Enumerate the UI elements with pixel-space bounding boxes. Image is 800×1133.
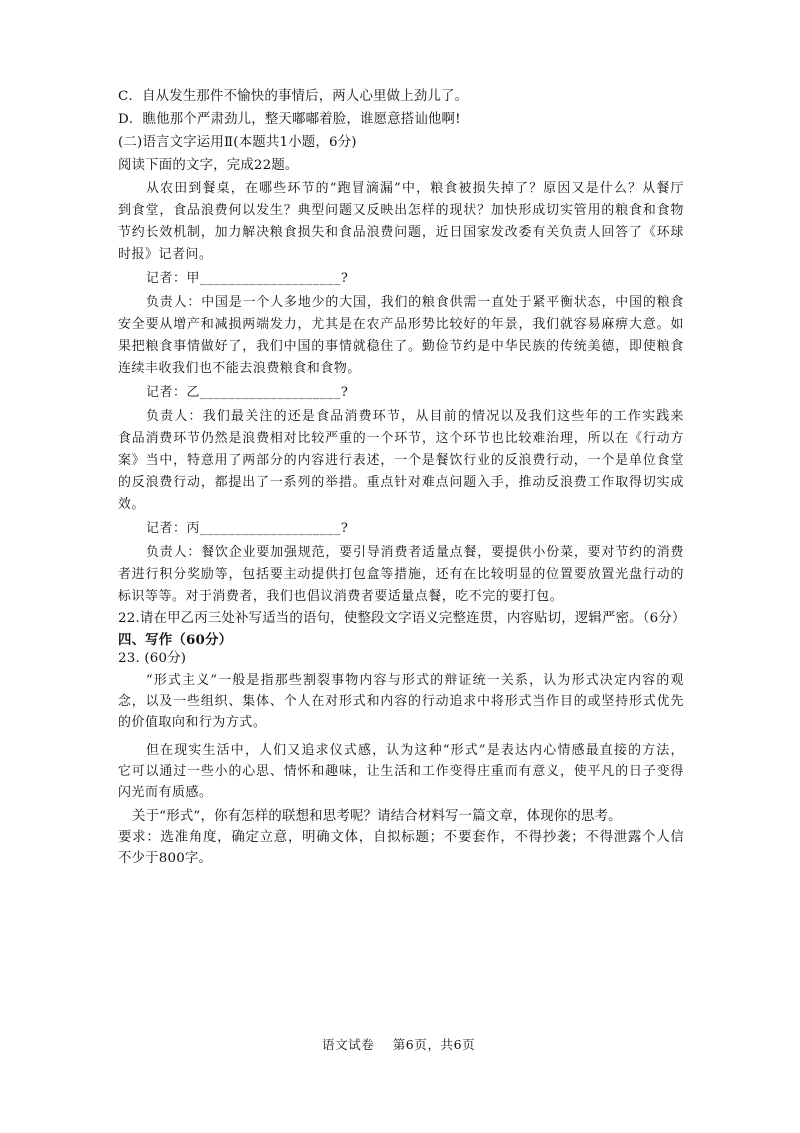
writing-requirements-line: 不少于800字。 (118, 851, 213, 866)
passage-intro-line: 时报》记者问。 (118, 247, 213, 262)
material-para-2-line: 它可以通过一些小的心思、情怀和趣味，让生活和工作变得庄重而有意义，使平凡的日子变得 (118, 764, 684, 779)
reporter-question-yi: 记者：乙____________________? (146, 385, 349, 400)
writing-requirements-line: 要求：选准角度，确定立意，明确文体，自拟标题；不要套作，不得抄袭；不得泄露个人信 (118, 830, 684, 845)
answer-3-line: 标识等等。对于消费者，我们也倡议消费者要适量点餐，吃不完的要打包。 (118, 589, 564, 604)
reporter-question-bing: 记者：丙____________________? (146, 521, 349, 536)
reporter-question-jia: 记者：甲____________________? (146, 271, 349, 286)
material-para-1-line: 念，以及一些组织、集体、个人在对形式和内容的行动追求中将形式当作目的或坚持形式优先 (118, 694, 684, 709)
answer-1-line: 连续丰收我们也不能去浪费粮食和食物。 (118, 361, 361, 376)
material-para-1-line: “形式主义”一般是指那些割裂事物内容与形式的辩证统一关系，认为形式决定内容的观 (146, 673, 684, 688)
material-para-2-line: 但在现实生活中，人们又追求仪式感，认为这种“形式”是表达内心情感最直接的方法， (146, 743, 684, 758)
passage-intro-line: 节约长效机制，加力解决粮食损失和食品浪费问题，近日国家发改委有关负责人回答了《环球 (118, 225, 684, 240)
answer-3-line: 者进行积分奖励等，包括要主动提供打包盒等措施，还有在比较明显的位置要放置光盘行动的 (118, 567, 684, 582)
answer-1-line: 安全要从增产和减损两端发力，尤其是在农产品形势比较好的年景，我们就容易麻痹大意。如 (118, 317, 684, 332)
answer-2-line: 食品消费环节仍然是浪费相对比较严重的一个环节，这个环节也比较难治理，所以在《行动方 (118, 431, 684, 446)
option-d: D．瞧他那个严肃劲儿，整天嘟嘟着脸，谁愿意搭讪他啊! (118, 112, 461, 127)
passage-intro-line: 从农田到餐桌，在哪些环节的“跑冒滴漏”中，粮食被损失掉了？原因又是什么？从餐厅 (146, 181, 684, 196)
question-22: 22.请在甲乙丙三处补写适当的语句，使整段文字语义完整连贯，内容贴切，逻辑严密。（6分） (118, 611, 686, 626)
answer-1-line: 负责人：中国是一个人多地少的大国，我们的粮食供需一直处于紧平衡状态，中国的粮食 (146, 295, 684, 310)
answer-1-line: 果把粮食事情做好了，我们中国的事情就稳住了。勤俭节约是中华民族的传统美德，即使粮食 (118, 339, 684, 354)
section-4-heading: 四、写作（60分） (118, 632, 233, 648)
answer-2-line: 的反浪费行动，都提出了一系列的举措。重点针对难点问题入手，推动反浪费工作取得切实成 (118, 475, 684, 490)
question-23: 23. (60分) (118, 651, 187, 666)
writing-prompt: 关于“形式”，你有怎样的联想和思考呢？请结合材料写一篇文章，体现你的思考。 (132, 809, 622, 824)
page-footer: 语文试卷 第6页，共6页 (322, 1037, 476, 1052)
section-2-instruction: 阅读下面的文字，完成22题。 (118, 158, 299, 173)
answer-2-line: 效。 (118, 497, 145, 512)
material-para-2-line: 闪光而有质感。 (118, 785, 213, 800)
answer-3-line: 负责人：餐饮企业要加强规范，要引导消费者适量点餐，要提供小份菜，要对节约的消费 (146, 545, 684, 560)
material-para-1-line: 的价值取向和行为方式。 (118, 715, 267, 730)
section-2-heading: (二)语言文字运用Ⅱ(本题共1小题，6分) (118, 135, 357, 150)
option-c: C．自从发生那件不愉快的事情后，两人心里做上劲儿了。 (118, 89, 469, 104)
answer-2-line: 负责人：我们最关注的还是食品消费环节，从目前的情况以及我们这些年的工作实践来 (146, 409, 684, 424)
answer-2-line: 案》当中，特意用了两部分的内容进行表述，一个是餐饮行业的反浪费行动，一个是单位食堂 (118, 453, 684, 468)
passage-intro-line: 到食堂，食品浪费何以发生？典型问题又反映出怎样的现状？加快形成切实管用的粮食和食物 (118, 203, 684, 218)
